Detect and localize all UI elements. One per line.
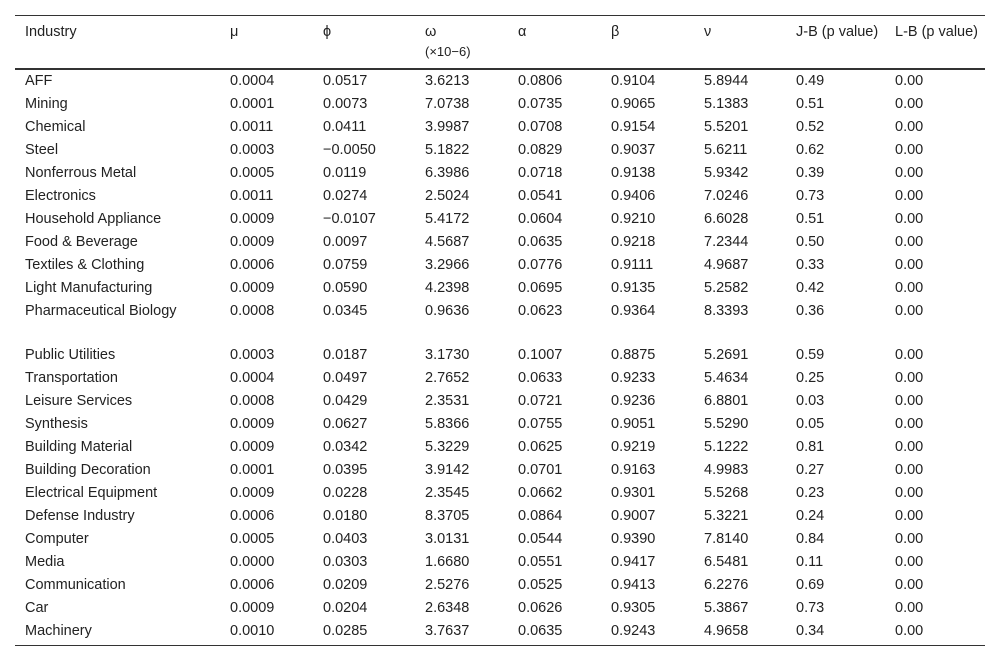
table-row [15, 390, 985, 413]
jb-pvalue-cell: 0.73 [796, 600, 825, 616]
table-row [15, 185, 985, 208]
beta-cell: 0.9406 [611, 188, 656, 204]
jb-pvalue-cell: 0.03 [796, 393, 825, 409]
beta-cell: 0.9219 [611, 439, 656, 455]
alpha-cell: 0.0776 [518, 257, 563, 273]
table-row [15, 344, 985, 367]
nu-cell: 6.2276 [704, 577, 749, 593]
omega-cell: 2.3545 [425, 485, 470, 501]
header-label: β [611, 24, 620, 40]
header-label: L-B (p value) [895, 24, 979, 40]
beta-cell: 0.9138 [611, 165, 656, 181]
omega-cell: 0.9636 [425, 303, 470, 319]
nu-cell: 8.3393 [704, 303, 749, 319]
mu-cell: 0.0008 [230, 303, 275, 319]
phi-cell: 0.0097 [323, 234, 368, 250]
industry-cell: Leisure Services [25, 393, 133, 409]
mu-cell: 0.0009 [230, 600, 275, 616]
industry-cell: Nonferrous Metal [25, 165, 137, 181]
table-row [15, 367, 985, 390]
table-row [15, 69, 985, 93]
industry-cell: Light Manufacturing [25, 280, 153, 296]
alpha-cell: 0.0635 [508, 620, 601, 646]
lb-pvalue-cell: 0.00 [895, 142, 924, 158]
lb-pvalue-cell: 0.00 [895, 280, 924, 296]
table-row [15, 551, 985, 574]
garch-parameter-table [15, 15, 985, 646]
jb-pvalue-cell: 0.51 [796, 211, 825, 227]
omega-cell: 4.2398 [425, 280, 470, 296]
header-row [15, 16, 985, 70]
lb-pvalue-cell: 0.00 [895, 188, 924, 204]
omega-cell: 4.5687 [425, 234, 470, 250]
header-omega [415, 16, 508, 70]
industry-cell: AFF [25, 73, 53, 89]
omega-cell: 3.1730 [425, 347, 470, 363]
jb-pvalue-cell: 0.69 [796, 577, 825, 593]
beta-cell: 0.9065 [611, 96, 656, 112]
table-row [15, 459, 985, 482]
table-row [15, 208, 985, 231]
mu-cell: 0.0004 [230, 370, 275, 386]
phi-cell: 0.0411 [323, 119, 367, 135]
mu-cell: 0.0009 [230, 439, 275, 455]
industry-cell: Communication [25, 577, 126, 593]
phi-cell: −0.0107 [323, 211, 376, 227]
nu-cell: 5.5201 [704, 119, 749, 135]
mu-cell: 0.0006 [230, 577, 275, 593]
phi-cell: 0.0204 [323, 600, 368, 616]
alpha-cell: 0.0695 [518, 280, 563, 296]
mu-cell: 0.0003 [230, 347, 275, 363]
beta-cell: 0.9051 [611, 416, 656, 432]
table-row [15, 413, 985, 436]
mu-cell: 0.0009 [230, 211, 275, 227]
jb-pvalue-cell: 0.42 [796, 280, 825, 296]
phi-cell: −0.0050 [323, 142, 376, 158]
jb-pvalue-cell: 0.39 [796, 165, 825, 181]
phi-cell: 0.0590 [323, 280, 368, 296]
alpha-cell: 0.1007 [518, 347, 563, 363]
beta-cell: 0.9007 [611, 508, 656, 524]
mu-cell: 0.0009 [230, 280, 275, 296]
alpha-cell: 0.0721 [518, 393, 563, 409]
industry-cell: Textiles & Clothing [25, 257, 145, 273]
header-label: ω [425, 24, 437, 40]
nu-cell: 5.8944 [704, 73, 749, 89]
industry-cell: Building Material [25, 439, 133, 455]
phi-cell: 0.0517 [323, 73, 368, 89]
mu-cell: 0.0009 [230, 234, 275, 250]
jb-pvalue-cell: 0.27 [796, 462, 825, 478]
phi-cell: 0.0285 [313, 620, 415, 646]
beta-cell: 0.9135 [611, 280, 656, 296]
alpha-cell: 0.0626 [518, 600, 563, 616]
nu-cell: 5.3221 [704, 508, 749, 524]
table-header [15, 16, 985, 70]
nu-cell: 7.0246 [704, 188, 749, 204]
lb-pvalue-cell: 0.00 [895, 462, 924, 478]
lb-pvalue-cell: 0.00 [895, 577, 924, 593]
lb-pvalue-cell: 0.00 [895, 600, 924, 616]
jb-pvalue-cell: 0.11 [796, 554, 824, 570]
mu-cell: 0.0009 [230, 485, 275, 501]
table-body [15, 69, 985, 646]
table-row [15, 254, 985, 277]
lb-pvalue-cell: 0.00 [895, 370, 924, 386]
beta-cell: 0.9218 [611, 234, 656, 250]
omega-cell: 6.3986 [425, 165, 470, 181]
lb-pvalue-cell: 0.00 [895, 165, 924, 181]
omega-cell: 3.0131 [425, 531, 470, 547]
alpha-cell: 0.0708 [518, 119, 563, 135]
nu-cell: 5.2691 [704, 347, 749, 363]
phi-cell: 0.0228 [323, 485, 368, 501]
beta-cell: 0.9417 [611, 554, 656, 570]
beta-cell: 0.9104 [611, 73, 656, 89]
industry-cell: Pharmaceutical Biology [25, 303, 177, 319]
alpha-cell: 0.0755 [518, 416, 563, 432]
alpha-cell: 0.0701 [518, 462, 563, 478]
nu-cell: 5.9342 [704, 165, 749, 181]
beta-cell: 0.9111 [611, 257, 654, 273]
header-label: α [518, 24, 527, 40]
table-row [15, 597, 985, 620]
omega-cell: 5.3229 [425, 439, 470, 455]
alpha-cell: 0.0623 [518, 303, 563, 319]
header-nu [694, 16, 786, 70]
nu-cell: 5.1222 [704, 439, 749, 455]
lb-pvalue-cell: 0.00 [895, 96, 924, 112]
alpha-cell: 0.0544 [518, 531, 563, 547]
jb-pvalue-cell: 0.49 [796, 73, 825, 89]
mu-cell: 0.0005 [230, 531, 275, 547]
industry-cell: Food & Beverage [25, 234, 138, 250]
jb-pvalue-cell: 0.52 [796, 119, 825, 135]
industry-cell: Machinery [15, 620, 220, 646]
nu-cell: 6.6028 [704, 211, 749, 227]
omega-cell: 2.7652 [425, 370, 470, 386]
table-row [15, 116, 985, 139]
phi-cell: 0.0342 [323, 439, 368, 455]
header-phi [313, 16, 415, 70]
table-row [15, 162, 985, 185]
industry-cell: Chemical [25, 119, 86, 135]
mu-cell: 0.0006 [230, 257, 275, 273]
phi-cell: 0.0429 [323, 393, 368, 409]
nu-cell: 6.8801 [704, 393, 749, 409]
beta-cell: 0.9037 [611, 142, 656, 158]
header-label: μ [230, 24, 239, 40]
nu-cell: 7.8140 [704, 531, 749, 547]
omega-cell: 2.5024 [425, 188, 470, 204]
nu-cell: 4.9983 [704, 462, 749, 478]
nu-cell: 7.2344 [704, 234, 749, 250]
nu-cell: 5.3867 [704, 600, 749, 616]
parameter-table-container [15, 15, 985, 646]
beta-cell: 0.8875 [611, 347, 656, 363]
jb-pvalue-cell: 0.36 [796, 303, 825, 319]
industry-cell: Computer [25, 531, 89, 547]
mu-cell: 0.0011 [230, 119, 274, 135]
industry-cell: Public Utilities [25, 347, 116, 363]
mu-cell: 0.0011 [230, 188, 274, 204]
industry-cell: Media [25, 554, 65, 570]
nu-cell: 5.5268 [704, 485, 749, 501]
header-label: J-B (p value) [796, 24, 879, 40]
phi-cell: 0.0759 [323, 257, 368, 273]
header-beta [601, 16, 694, 70]
jb-pvalue-cell: 0.34 [786, 620, 885, 646]
omega-cell: 2.3531 [425, 393, 470, 409]
alpha-cell: 0.0829 [518, 142, 563, 158]
beta-cell: 0.9305 [611, 600, 656, 616]
jb-pvalue-cell: 0.23 [796, 485, 825, 501]
alpha-cell: 0.0541 [518, 188, 563, 204]
beta-cell: 0.9163 [611, 462, 656, 478]
alpha-cell: 0.0625 [518, 439, 563, 455]
alpha-cell: 0.0662 [518, 485, 563, 501]
lb-pvalue-cell: 0.00 [895, 211, 924, 227]
phi-cell: 0.0274 [323, 188, 368, 204]
mu-cell: 0.0000 [230, 554, 275, 570]
industry-cell: Mining [25, 96, 68, 112]
lb-pvalue-cell: 0.00 [895, 119, 924, 135]
beta-cell: 0.9301 [611, 485, 656, 501]
nu-cell: 4.9687 [704, 257, 749, 273]
omega-cell: 3.6213 [425, 73, 470, 89]
jb-pvalue-cell: 0.73 [796, 188, 825, 204]
jb-pvalue-cell: 0.84 [796, 531, 825, 547]
jb-pvalue-cell: 0.51 [796, 96, 825, 112]
mu-cell: 0.0008 [230, 393, 275, 409]
lb-pvalue-cell: 0.00 [895, 508, 924, 524]
mu-cell: 0.0009 [230, 416, 275, 432]
nu-cell: 5.5290 [704, 416, 749, 432]
phi-cell: 0.0180 [323, 508, 368, 524]
table-row [15, 574, 985, 597]
nu-cell: 5.6211 [704, 142, 748, 158]
industry-cell: Electronics [25, 188, 96, 204]
table-row [15, 277, 985, 300]
lb-pvalue-cell: 0.00 [895, 347, 924, 363]
phi-cell: 0.0497 [323, 370, 368, 386]
phi-cell: 0.0119 [323, 165, 367, 181]
lb-pvalue-cell: 0.00 [895, 554, 924, 570]
phi-cell: 0.0345 [323, 303, 368, 319]
lb-pvalue-cell: 0.00 [895, 485, 924, 501]
mu-cell: 0.0010 [220, 620, 313, 646]
omega-cell: 8.3705 [425, 508, 470, 524]
header-unit: (×10−6) [425, 44, 471, 59]
alpha-cell: 0.0633 [518, 370, 563, 386]
header-label: ν [704, 24, 712, 40]
table-row [15, 620, 985, 646]
industry-cell: Building Decoration [25, 462, 151, 478]
omega-cell: 1.6680 [425, 554, 470, 570]
alpha-cell: 0.0604 [518, 211, 563, 227]
header-label: ϕ [323, 24, 332, 40]
beta-cell: 0.9243 [601, 620, 694, 646]
jb-pvalue-cell: 0.33 [796, 257, 825, 273]
table-row [15, 93, 985, 116]
lb-pvalue-cell: 0.00 [895, 303, 924, 319]
beta-cell: 0.9154 [611, 119, 656, 135]
phi-cell: 0.0187 [323, 347, 368, 363]
header-industry [15, 16, 220, 70]
alpha-cell: 0.0806 [518, 73, 563, 89]
industry-cell: Transportation [25, 370, 118, 386]
omega-cell: 2.5276 [425, 577, 470, 593]
jb-pvalue-cell: 0.81 [796, 439, 825, 455]
industry-cell: Steel [25, 142, 59, 158]
omega-cell: 3.9987 [425, 119, 470, 135]
nu-cell: 4.9658 [694, 620, 786, 646]
industry-cell: Synthesis [25, 416, 88, 432]
nu-cell: 5.2582 [704, 280, 749, 296]
header-alpha [508, 16, 601, 70]
table-row [15, 505, 985, 528]
jb-pvalue-cell: 0.25 [796, 370, 825, 386]
header-jb-pvalue [786, 16, 885, 70]
beta-cell: 0.9364 [611, 303, 656, 319]
mu-cell: 0.0001 [230, 462, 275, 478]
mu-cell: 0.0001 [230, 96, 275, 112]
alpha-cell: 0.0735 [518, 96, 563, 112]
beta-cell: 0.9236 [611, 393, 656, 409]
omega-cell: 5.1822 [425, 142, 470, 158]
beta-cell: 0.9390 [611, 531, 656, 547]
header-mu [220, 16, 313, 70]
beta-cell: 0.9413 [611, 577, 656, 593]
lb-pvalue-cell: 0.00 [885, 620, 985, 646]
lb-pvalue-cell: 0.00 [895, 234, 924, 250]
jb-pvalue-cell: 0.59 [796, 347, 825, 363]
header-lb-pvalue [885, 16, 985, 70]
alpha-cell: 0.0864 [518, 508, 563, 524]
jb-pvalue-cell: 0.62 [796, 142, 825, 158]
nu-cell: 5.1383 [704, 96, 749, 112]
omega-cell: 2.6348 [425, 600, 470, 616]
phi-cell: 0.0209 [323, 577, 368, 593]
omega-cell: 3.7637 [415, 620, 508, 646]
nu-cell: 6.5481 [704, 554, 749, 570]
alpha-cell: 0.0525 [518, 577, 563, 593]
table-row [15, 139, 985, 162]
lb-pvalue-cell: 0.00 [895, 257, 924, 273]
mu-cell: 0.0003 [230, 142, 275, 158]
lb-pvalue-cell: 0.00 [895, 416, 924, 432]
alpha-cell: 0.0551 [518, 554, 563, 570]
table-row [15, 528, 985, 551]
table-row [15, 300, 985, 344]
header-label: Industry [25, 24, 77, 40]
table-row [15, 436, 985, 459]
mu-cell: 0.0006 [230, 508, 275, 524]
jb-pvalue-cell: 0.24 [796, 508, 825, 524]
lb-pvalue-cell: 0.00 [895, 531, 924, 547]
mu-cell: 0.0005 [230, 165, 275, 181]
lb-pvalue-cell: 0.00 [895, 393, 924, 409]
table-row [15, 482, 985, 505]
beta-cell: 0.9210 [611, 211, 656, 227]
omega-cell: 3.2966 [425, 257, 470, 273]
mu-cell: 0.0004 [230, 73, 275, 89]
industry-cell: Electrical Equipment [25, 485, 158, 501]
lb-pvalue-cell: 0.00 [895, 439, 924, 455]
beta-cell: 0.9233 [611, 370, 656, 386]
alpha-cell: 0.0635 [518, 234, 563, 250]
industry-cell: Defense Industry [25, 508, 135, 524]
phi-cell: 0.0395 [323, 462, 368, 478]
phi-cell: 0.0627 [323, 416, 368, 432]
alpha-cell: 0.0718 [518, 165, 563, 181]
industry-cell: Household Appliance [25, 211, 162, 227]
phi-cell: 0.0403 [323, 531, 368, 547]
jb-pvalue-cell: 0.50 [796, 234, 825, 250]
omega-cell: 5.8366 [425, 416, 470, 432]
omega-cell: 3.9142 [425, 462, 470, 478]
jb-pvalue-cell: 0.05 [796, 416, 825, 432]
nu-cell: 5.4634 [704, 370, 749, 386]
industry-cell: Car [25, 600, 49, 616]
phi-cell: 0.0303 [323, 554, 368, 570]
omega-cell: 7.0738 [425, 96, 470, 112]
omega-cell: 5.4172 [425, 211, 470, 227]
phi-cell: 0.0073 [323, 96, 368, 112]
table-row [15, 231, 985, 254]
lb-pvalue-cell: 0.00 [895, 73, 924, 89]
